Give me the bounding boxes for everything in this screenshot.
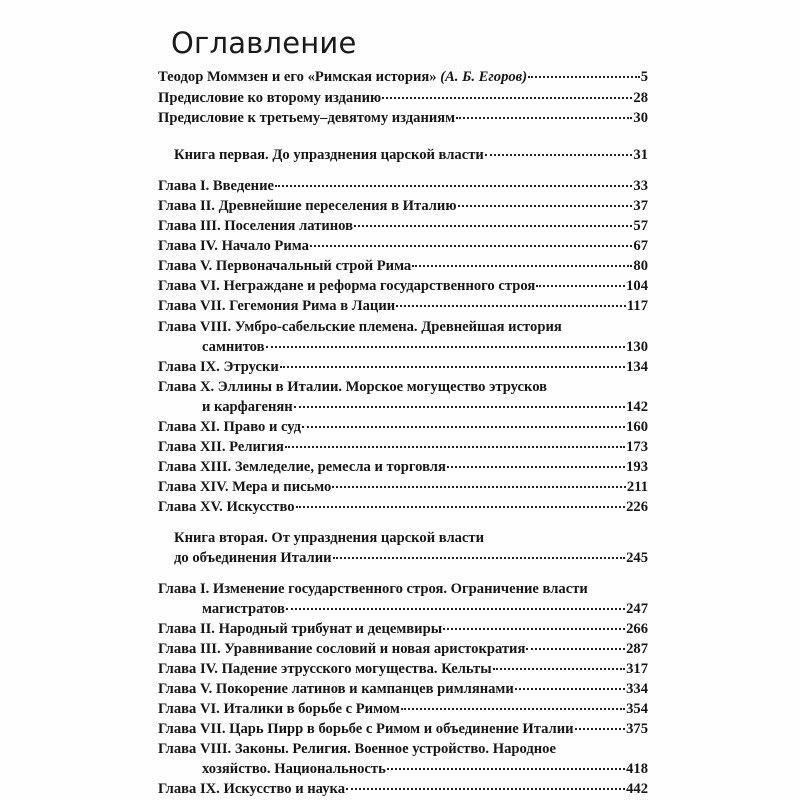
toc-page-number: 334 [626, 681, 648, 697]
leader-dots [515, 688, 625, 690]
toc-entry-label-cont: хозяйство. Национальность [202, 761, 386, 777]
toc-page-number: 28 [633, 90, 648, 106]
leader-dots [575, 728, 626, 730]
toc-book-heading-line1[interactable]: Книга вторая. От упразднения царской власти [174, 530, 484, 546]
toc-entry-label-line1[interactable]: Глава X. Эллины в Италии. Морское могущество этрусков [158, 379, 548, 395]
toc-entry-label: Глава XIII. Земледелие, ремесла и торговля [158, 459, 446, 475]
toc-page-number: 33 [633, 178, 648, 194]
toc-entry-label: Глава XIV. Мера и письмо [158, 479, 332, 495]
leader-dots [493, 668, 625, 670]
toc-entry-label: Глава II. Народный трибунат и децемвиры [158, 621, 443, 637]
toc-entry[interactable] [158, 397, 648, 417]
leader-dots [280, 366, 625, 368]
toc-entry-label: Глава V. Покорение латинов и кампанцев римлянами [158, 681, 514, 697]
leader-dots [526, 648, 625, 650]
toc-entry-label: Глава XII. Религия [158, 439, 284, 455]
leader-dots [382, 97, 632, 99]
toc-entry[interactable] [158, 176, 648, 196]
toc-entry-label-cont: магистратов [202, 601, 285, 617]
leader-dots [286, 608, 625, 610]
toc-entry[interactable] [158, 357, 648, 377]
leader-dots [456, 117, 632, 119]
toc-entry-label: Книга первая. До упразднения царской власти [174, 147, 484, 163]
leader-dots [458, 205, 633, 207]
toc-entry-label: Глава VI. Италики в борьбе с Римом [158, 701, 400, 717]
toc-entry-label: Предисловие ко второму изданию [158, 90, 382, 106]
toc-entry[interactable] [158, 477, 648, 497]
toc-entry-label: Глава III. Уравнивание сословий и новая аристократия [158, 641, 526, 657]
toc-page-number: 354 [626, 701, 648, 717]
toc-page-number: 418 [626, 761, 648, 777]
leader-dots [302, 426, 625, 428]
leader-dots [285, 446, 625, 448]
leader-dots [528, 76, 640, 78]
toc-entry[interactable] [158, 679, 648, 699]
leader-dots [536, 285, 625, 287]
leader-dots [332, 486, 626, 488]
toc-entry-label: Предисловие к третьему–девятому изданиям [158, 110, 456, 126]
toc-page-number: 211 [626, 479, 648, 495]
toc-page-number: 67 [633, 238, 648, 254]
toc-page-number: 160 [626, 419, 648, 435]
leader-dots [346, 788, 625, 790]
leader-dots [387, 768, 625, 770]
toc-page-number: 37 [633, 198, 648, 214]
toc-entry[interactable] [158, 108, 648, 128]
toc-book-heading[interactable] [174, 548, 648, 568]
toc-page-number: 57 [633, 218, 648, 234]
toc-entry[interactable] [158, 437, 648, 457]
leader-dots [266, 346, 626, 348]
toc-entry[interactable] [158, 236, 648, 256]
toc-entry[interactable] [158, 88, 648, 108]
leader-dots [333, 557, 626, 559]
toc-page-number: 173 [626, 439, 648, 455]
leader-dots [447, 466, 625, 468]
toc-entry-label: Глава IV. Начало Рима [158, 238, 309, 254]
leader-dots [443, 628, 625, 630]
toc-entry-label: Глава XV. Искусство [158, 499, 295, 515]
toc-entry[interactable] [158, 497, 648, 517]
toc-entry[interactable] [158, 599, 648, 619]
toc-page-number: 317 [626, 661, 648, 677]
toc-entry-label-line1[interactable]: Глава VIII. Законы. Религия. Военное устройство. Народное [158, 741, 556, 757]
toc-page-number: 193 [626, 459, 648, 475]
leader-dots [412, 265, 632, 267]
toc-page-number: 442 [626, 781, 648, 797]
toc-entry[interactable] [158, 759, 648, 779]
toc-page-number: 134 [626, 359, 648, 375]
toc-page-number: 80 [633, 258, 648, 274]
toc-entry[interactable] [158, 639, 648, 659]
toc-entry-label: Глава IV. Падение этрусского могущества. Кельты [158, 661, 492, 677]
toc-book-heading[interactable] [174, 145, 648, 165]
toc-entry[interactable] [158, 417, 648, 437]
toc-page-number: 287 [626, 641, 648, 657]
toc-entry[interactable] [158, 659, 648, 679]
toc-entry[interactable] [158, 719, 648, 739]
toc-page-number: 5 [640, 69, 648, 85]
toc-entry-label: Глава V. Первоначальный строй Рима [158, 258, 412, 274]
leader-dots [294, 406, 625, 408]
toc-page-number: 31 [633, 147, 648, 163]
toc-entry[interactable] [158, 457, 648, 477]
toc-entry[interactable] [158, 276, 648, 296]
toc-page-number: 104 [626, 278, 648, 294]
toc-entry-label-cont: и карфагенян [202, 399, 293, 415]
toc-entry-label: Глава VI. Неграждане и реформа государственного строя [158, 278, 536, 294]
toc-entry[interactable] [158, 67, 648, 87]
toc-page-number: 266 [626, 621, 648, 637]
toc-entry-label: Глава IX. Искусство и наука [158, 781, 345, 797]
toc-entry[interactable] [158, 699, 648, 719]
toc-entry-label: Глава VII. Гегемония Рима в Лации [158, 298, 396, 314]
toc-entry[interactable] [158, 296, 648, 316]
leader-dots [396, 305, 626, 307]
toc-entry[interactable] [158, 256, 648, 276]
toc-entry[interactable] [158, 196, 648, 216]
leader-dots [401, 708, 625, 710]
leader-dots [354, 225, 632, 227]
toc-page-number: 130 [626, 339, 648, 355]
leader-dots [310, 245, 633, 247]
page-title: Оглавление [171, 26, 357, 60]
leader-dots [275, 185, 632, 187]
toc-entry-label: Теодор Моммзен и его «Римская история» (А. Б. Егоров) [158, 69, 528, 85]
leader-dots [485, 154, 633, 156]
toc-entry-label: Глава I. Введение [158, 178, 274, 194]
toc-page-number: 226 [626, 499, 648, 515]
toc-entry-label-line1[interactable]: Глава VIII. Умбро-сабельские племена. Древнейшая история [158, 319, 562, 335]
toc-entry-label-cont: самнитов [202, 339, 265, 355]
toc-entry-label-cont: до объединения Италии [174, 550, 332, 566]
toc-entry[interactable] [158, 619, 648, 639]
toc-entry-label: Глава VII. Царь Пирр в борьбе с Римом и объединение Италии [158, 721, 574, 737]
toc-entry-label: Глава XI. Право и суд [158, 419, 302, 435]
toc-page-number: 30 [633, 110, 648, 126]
toc-page-number: 375 [626, 721, 648, 737]
toc-page-number: 142 [626, 399, 648, 415]
toc-entry-label: Глава II. Древнейшие переселения в Италию [158, 198, 457, 214]
toc-page-number: 117 [626, 298, 648, 314]
toc-page-number: 247 [626, 601, 648, 617]
leader-dots [296, 506, 626, 508]
toc-entry-label: Глава III. Поселения латинов [158, 218, 353, 234]
toc-entry[interactable] [158, 337, 648, 357]
toc-entry-label-line1[interactable]: Глава I. Изменение государственного строя. Ограничение власти [158, 581, 588, 597]
toc-entry[interactable] [158, 216, 648, 236]
toc-page-number: 245 [626, 550, 648, 566]
toc-entry-label: Глава IX. Этруски [158, 359, 279, 375]
toc-entry[interactable] [158, 779, 648, 799]
